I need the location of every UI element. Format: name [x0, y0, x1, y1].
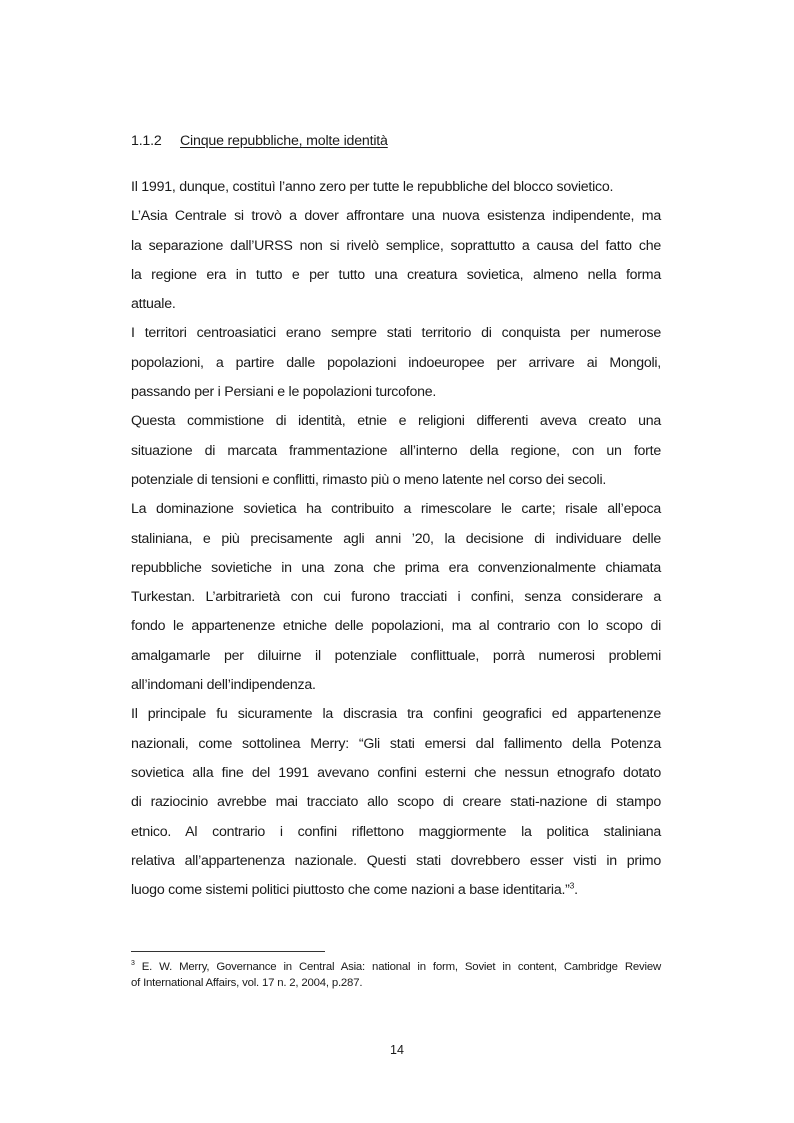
section-title: Cinque repubbliche, molte identità — [180, 133, 388, 149]
footnote-marker: 3 — [131, 960, 135, 968]
body-line: sovietica alla fine del 1991 avevano confini esterni che nessun etnografo dotato — [131, 764, 661, 781]
body-line: Il 1991, dunque, costituì l’anno zero per tutte le repubbliche del blocco sovietico. — [131, 179, 614, 195]
body-line: di raziocinio avrebbe mai tracciato allo scopo di creare stati-nazione di stampo — [131, 794, 661, 811]
body-line: Questa commistione di identità, etnie e religioni differenti aveva creato una — [131, 413, 661, 430]
body-line: L’Asia Centrale si trovò a dover affrontare una nuova esistenza indipendente, ma — [131, 208, 661, 225]
body-line: staliniana, e più precisamente agli anni ’20, la decisione di individuare delle — [131, 530, 661, 547]
footnote-line — [131, 959, 661, 975]
page-number: 14 — [390, 1043, 404, 1057]
body-line: nazionali, come sottolinea Merry: “Gli stati emersi dal fallimento della Potenza — [131, 735, 661, 752]
body-line: Turkestan. L’arbitrarietà con cui furono tracciati i confini, senza considerare a — [131, 589, 661, 606]
body-line: potenziale di tensioni e conflitti, rimasto più o meno latente nel corso dei secoli. — [131, 471, 607, 488]
body-line-text: luogo come sistemi politici piuttosto che come nazioni a base identitaria.” — [131, 882, 570, 899]
body-line: la separazione dall’URSS non si rivelò semplice, soprattutto a causa del fatto che — [131, 237, 661, 254]
body-line: repubbliche sovietiche in una zona che prima era convenzionalmente chiamata — [131, 559, 661, 576]
body-line: popolazioni, a partire dalle popolazioni indoeuropee per arrivare ai Mongoli, — [131, 354, 661, 371]
body-line: Il principale fu sicuramente la discrasia tra confini geografici ed appartenenze — [131, 706, 661, 723]
body-line: attuale. — [131, 296, 176, 313]
footnote-line: of International Affairs, vol. 17 n. 2, 2004, p.287. — [131, 977, 363, 989]
body-line: amalgamarle per diluirne il potenziale conflittuale, porrà numerosi problemi — [131, 647, 661, 664]
body-line: etnico. Al contrario i confini riflettono maggiormente la politica staliniana — [131, 823, 661, 840]
footnote-text: E. W. Merry, Governance in Central Asia: national in form, Soviet in content, Cambridge Review — [141, 961, 661, 973]
body-line: relativa all’appartenenza nazionale. Questi stati dovrebbero esser visti in primo — [131, 852, 661, 869]
body-line: situazione di marcata frammentazione all’interno della regione, con un forte — [131, 442, 661, 459]
footnote-separator — [131, 951, 325, 952]
footnote — [131, 959, 661, 991]
section-heading — [131, 133, 388, 149]
body-line: passando per i Persiani e le popolazioni turcofone. — [131, 384, 437, 401]
body-line: fondo le appartenenze etniche delle popolazioni, ma al contrario con lo scopo di — [131, 618, 661, 635]
body-line: La dominazione sovietica ha contribuito a rimescolare le carte; risale all’epoca — [131, 501, 661, 518]
body-line: la regione era in tutto e per tutto una creatura sovietica, almeno nella forma — [131, 266, 661, 283]
body-line: all’indomani dell’indipendenza. — [131, 677, 316, 694]
body-line-last — [131, 879, 661, 908]
body-line: I territori centroasiatici erano sempre stati territorio di conquista per numerose — [131, 325, 661, 342]
footnote-reference: 3 — [569, 880, 575, 891]
body-text — [131, 176, 661, 908]
section-number: 1.1.2 — [131, 133, 162, 149]
sentence-period: . — [574, 882, 578, 899]
